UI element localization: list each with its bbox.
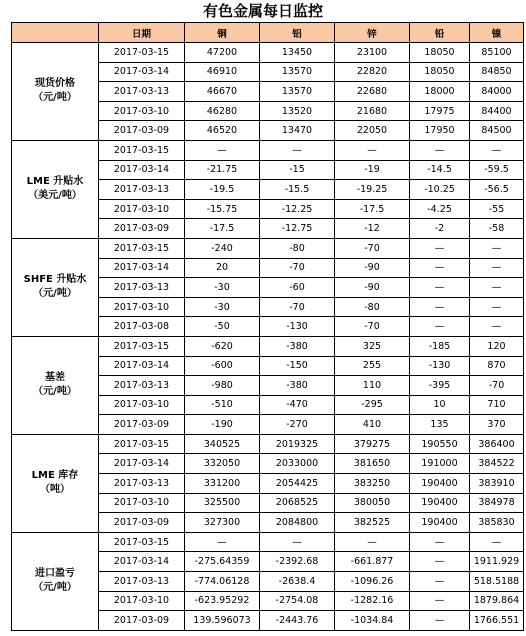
cell-nickel: 84000 [470,82,524,102]
cell-copper: -190 [185,415,260,435]
cell-copper: 332050 [185,454,260,474]
cell-aluminum: -15 [260,160,335,180]
table-row [12,238,524,258]
cell-date: 2017-03-13 [99,474,185,494]
cell-lead: -395 [410,376,470,396]
cell-nickel: — [470,140,524,160]
cell-copper: -623.95292 [185,591,260,611]
cell-date: 2017-03-13 [99,278,185,298]
cell-copper: -15.75 [185,199,260,219]
cell-zinc: 382525 [335,513,410,533]
cell-copper: -275.64359 [185,552,260,572]
cell-lead: 190400 [410,474,470,494]
section-label [12,532,99,630]
cell-copper: 46520 [185,121,260,141]
cell-aluminum: -150 [260,356,335,376]
cell-copper: 20 [185,258,260,278]
table-body [12,43,524,631]
cell-zinc: 325 [335,336,410,356]
cell-date: 2017-03-09 [99,513,185,533]
cell-nickel: — [470,317,524,337]
table-row [12,434,524,454]
section-unit: （元/吨） [33,288,77,300]
cell-nickel: 710 [470,395,524,415]
cell-aluminum: -270 [260,415,335,435]
cell-lead: 18000 [410,82,470,102]
section-unit: （元/吨） [33,386,77,398]
cell-copper: -17.5 [185,219,260,239]
table-row [12,140,524,160]
section-name: LME 库存 [31,470,79,482]
header-date: 日期 [99,23,185,43]
cell-zinc: -70 [335,317,410,337]
cell-date: 2017-03-15 [99,43,185,63]
cell-zinc: -80 [335,297,410,317]
cell-copper: 331200 [185,474,260,494]
cell-lead: -10.25 [410,180,470,200]
cell-nickel: — [470,297,524,317]
cell-date: 2017-03-13 [99,82,185,102]
cell-date: 2017-03-13 [99,180,185,200]
metals-monitor-table [11,22,524,631]
cell-aluminum: — [260,532,335,552]
cell-nickel: — [470,532,524,552]
cell-lead: — [410,532,470,552]
cell-zinc: -70 [335,238,410,258]
cell-date: 2017-03-10 [99,493,185,513]
cell-nickel: 383910 [470,474,524,494]
cell-zinc: — [335,140,410,160]
cell-aluminum: 13570 [260,62,335,82]
header-nickel: 镍 [470,23,524,43]
cell-zinc: 21680 [335,101,410,121]
cell-nickel: -55 [470,199,524,219]
section-label [12,140,99,238]
cell-aluminum: 13570 [260,82,335,102]
table-header [12,23,524,43]
cell-nickel: 870 [470,356,524,376]
cell-nickel: 1766.551 [470,611,524,631]
cell-lead: — [410,238,470,258]
cell-lead: — [410,297,470,317]
cell-aluminum: -70 [260,258,335,278]
cell-aluminum: 2033000 [260,454,335,474]
cell-lead: 18050 [410,43,470,63]
cell-lead: -185 [410,336,470,356]
cell-zinc: 383250 [335,474,410,494]
cell-lead: 191000 [410,454,470,474]
cell-nickel: 370 [470,415,524,435]
cell-copper: 325500 [185,493,260,513]
cell-copper: 340525 [185,434,260,454]
cell-zinc: 23100 [335,43,410,63]
cell-copper: 139.596073 [185,611,260,631]
cell-zinc: -17.5 [335,199,410,219]
cell-date: 2017-03-14 [99,62,185,82]
cell-nickel: 1911.929 [470,552,524,572]
cell-lead: — [410,552,470,572]
section-name: SHFE 升贴水 [23,274,87,286]
cell-date: 2017-03-14 [99,552,185,572]
cell-nickel: 385830 [470,513,524,533]
cell-aluminum: -70 [260,297,335,317]
cell-copper: -774.06128 [185,572,260,592]
cell-copper: 46670 [185,82,260,102]
cell-aluminum: -2392.68 [260,552,335,572]
cell-date: 2017-03-10 [99,199,185,219]
cell-zinc: 381650 [335,454,410,474]
cell-lead: — [410,611,470,631]
cell-lead: — [410,258,470,278]
section-unit: （美元/吨） [28,190,82,202]
cell-nickel: 384522 [470,454,524,474]
cell-lead: — [410,317,470,337]
cell-copper: 46910 [185,62,260,82]
section-unit: （元/吨） [33,92,77,104]
cell-aluminum: -2443.76 [260,611,335,631]
cell-aluminum: 2019325 [260,434,335,454]
cell-date: 2017-03-09 [99,415,185,435]
cell-zinc: 380050 [335,493,410,513]
cell-nickel: — [470,258,524,278]
cell-aluminum: 13450 [260,43,335,63]
cell-copper: 47200 [185,43,260,63]
cell-zinc: -1282.16 [335,591,410,611]
section-name: 基差 [45,372,65,384]
header-row [12,23,524,43]
section-unit: （吨） [40,484,70,496]
cell-lead: -14.5 [410,160,470,180]
cell-nickel: -56.5 [470,180,524,200]
cell-zinc: 410 [335,415,410,435]
cell-date: 2017-03-10 [99,101,185,121]
cell-zinc: -1096.26 [335,572,410,592]
cell-copper: -980 [185,376,260,396]
cell-zinc: -19 [335,160,410,180]
cell-date: 2017-03-09 [99,219,185,239]
cell-zinc: 110 [335,376,410,396]
section-unit: （元/吨） [33,582,77,594]
cell-copper: -21.75 [185,160,260,180]
cell-zinc: 255 [335,356,410,376]
cell-date: 2017-03-15 [99,140,185,160]
cell-zinc: 22820 [335,62,410,82]
cell-nickel: 84850 [470,62,524,82]
section-name: 进口盈亏 [35,568,75,580]
cell-lead: — [410,591,470,611]
cell-nickel: 85100 [470,43,524,63]
cell-nickel: -58 [470,219,524,239]
cell-aluminum: 13470 [260,121,335,141]
header-copper: 铜 [185,23,260,43]
cell-lead: 135 [410,415,470,435]
table-row [12,336,524,356]
cell-date: 2017-03-14 [99,454,185,474]
cell-date: 2017-03-08 [99,317,185,337]
header-category [12,23,99,43]
cell-aluminum: -15.5 [260,180,335,200]
section-name: LME 升贴水 [26,176,84,188]
cell-lead: 10 [410,395,470,415]
section-label [12,43,99,141]
cell-zinc: 379275 [335,434,410,454]
cell-copper: — [185,140,260,160]
cell-copper: 46280 [185,101,260,121]
cell-zinc: -19.25 [335,180,410,200]
table-row [12,532,524,552]
cell-lead: — [410,278,470,298]
table-row [12,43,524,63]
cell-date: 2017-03-14 [99,356,185,376]
cell-zinc: -295 [335,395,410,415]
cell-zinc: -661.877 [335,552,410,572]
cell-date: 2017-03-15 [99,238,185,258]
header-aluminum: 铝 [260,23,335,43]
cell-aluminum: 2068525 [260,493,335,513]
cell-copper: -240 [185,238,260,258]
cell-aluminum: -130 [260,317,335,337]
cell-nickel: 386400 [470,434,524,454]
cell-aluminum: -470 [260,395,335,415]
section-label [12,238,99,336]
cell-date: 2017-03-10 [99,395,185,415]
cell-copper: -30 [185,278,260,298]
cell-nickel: 1879.864 [470,591,524,611]
page-title: 有色金属每日监控 [202,2,323,20]
section-label [12,434,99,532]
cell-lead: -4.25 [410,199,470,219]
cell-copper: -30 [185,297,260,317]
cell-lead: -2 [410,219,470,239]
cell-copper: -620 [185,336,260,356]
cell-aluminum: -12.25 [260,199,335,219]
cell-aluminum: 2084800 [260,513,335,533]
cell-copper: -50 [185,317,260,337]
cell-lead: 18050 [410,62,470,82]
cell-nickel: 84400 [470,101,524,121]
cell-date: 2017-03-13 [99,572,185,592]
cell-zinc: -12 [335,219,410,239]
cell-nickel: 84500 [470,121,524,141]
cell-date: 2017-03-09 [99,611,185,631]
cell-date: 2017-03-15 [99,336,185,356]
cell-zinc: -90 [335,258,410,278]
cell-date: 2017-03-14 [99,258,185,278]
cell-zinc: 22050 [335,121,410,141]
cell-nickel: -70 [470,376,524,396]
cell-copper: -510 [185,395,260,415]
cell-date: 2017-03-14 [99,160,185,180]
cell-copper: 327300 [185,513,260,533]
cell-zinc: 22680 [335,82,410,102]
cell-lead: — [410,140,470,160]
cell-aluminum: -380 [260,336,335,356]
cell-aluminum: -2638.4 [260,572,335,592]
cell-aluminum: -60 [260,278,335,298]
cell-date: 2017-03-10 [99,591,185,611]
cell-copper: -600 [185,356,260,376]
cell-aluminum: -12.75 [260,219,335,239]
cell-date: 2017-03-09 [99,121,185,141]
cell-aluminum: -80 [260,238,335,258]
cell-nickel: -59.5 [470,160,524,180]
cell-lead: — [410,572,470,592]
cell-nickel: — [470,278,524,298]
cell-lead: 190400 [410,513,470,533]
header-zinc: 锌 [335,23,410,43]
cell-date: 2017-03-15 [99,532,185,552]
cell-lead: -130 [410,356,470,376]
cell-zinc: -90 [335,278,410,298]
cell-copper: -19.5 [185,180,260,200]
cell-lead: 17950 [410,121,470,141]
cell-lead: 17975 [410,101,470,121]
cell-aluminum: 13520 [260,101,335,121]
cell-aluminum: -380 [260,376,335,396]
cell-lead: 190550 [410,434,470,454]
cell-date: 2017-03-13 [99,376,185,396]
cell-zinc: — [335,532,410,552]
cell-nickel: — [470,238,524,258]
cell-nickel: 120 [470,336,524,356]
cell-nickel: 518.5188 [470,572,524,592]
cell-aluminum: -2754.08 [260,591,335,611]
cell-zinc: -1034.84 [335,611,410,631]
cell-aluminum: — [260,140,335,160]
cell-aluminum: 2054425 [260,474,335,494]
section-label [12,336,99,434]
cell-date: 2017-03-10 [99,297,185,317]
cell-copper: — [185,532,260,552]
section-name: 现货价格 [35,78,75,90]
cell-nickel: 384978 [470,493,524,513]
header-lead: 铅 [410,23,470,43]
cell-lead: 190400 [410,493,470,513]
cell-date: 2017-03-15 [99,434,185,454]
